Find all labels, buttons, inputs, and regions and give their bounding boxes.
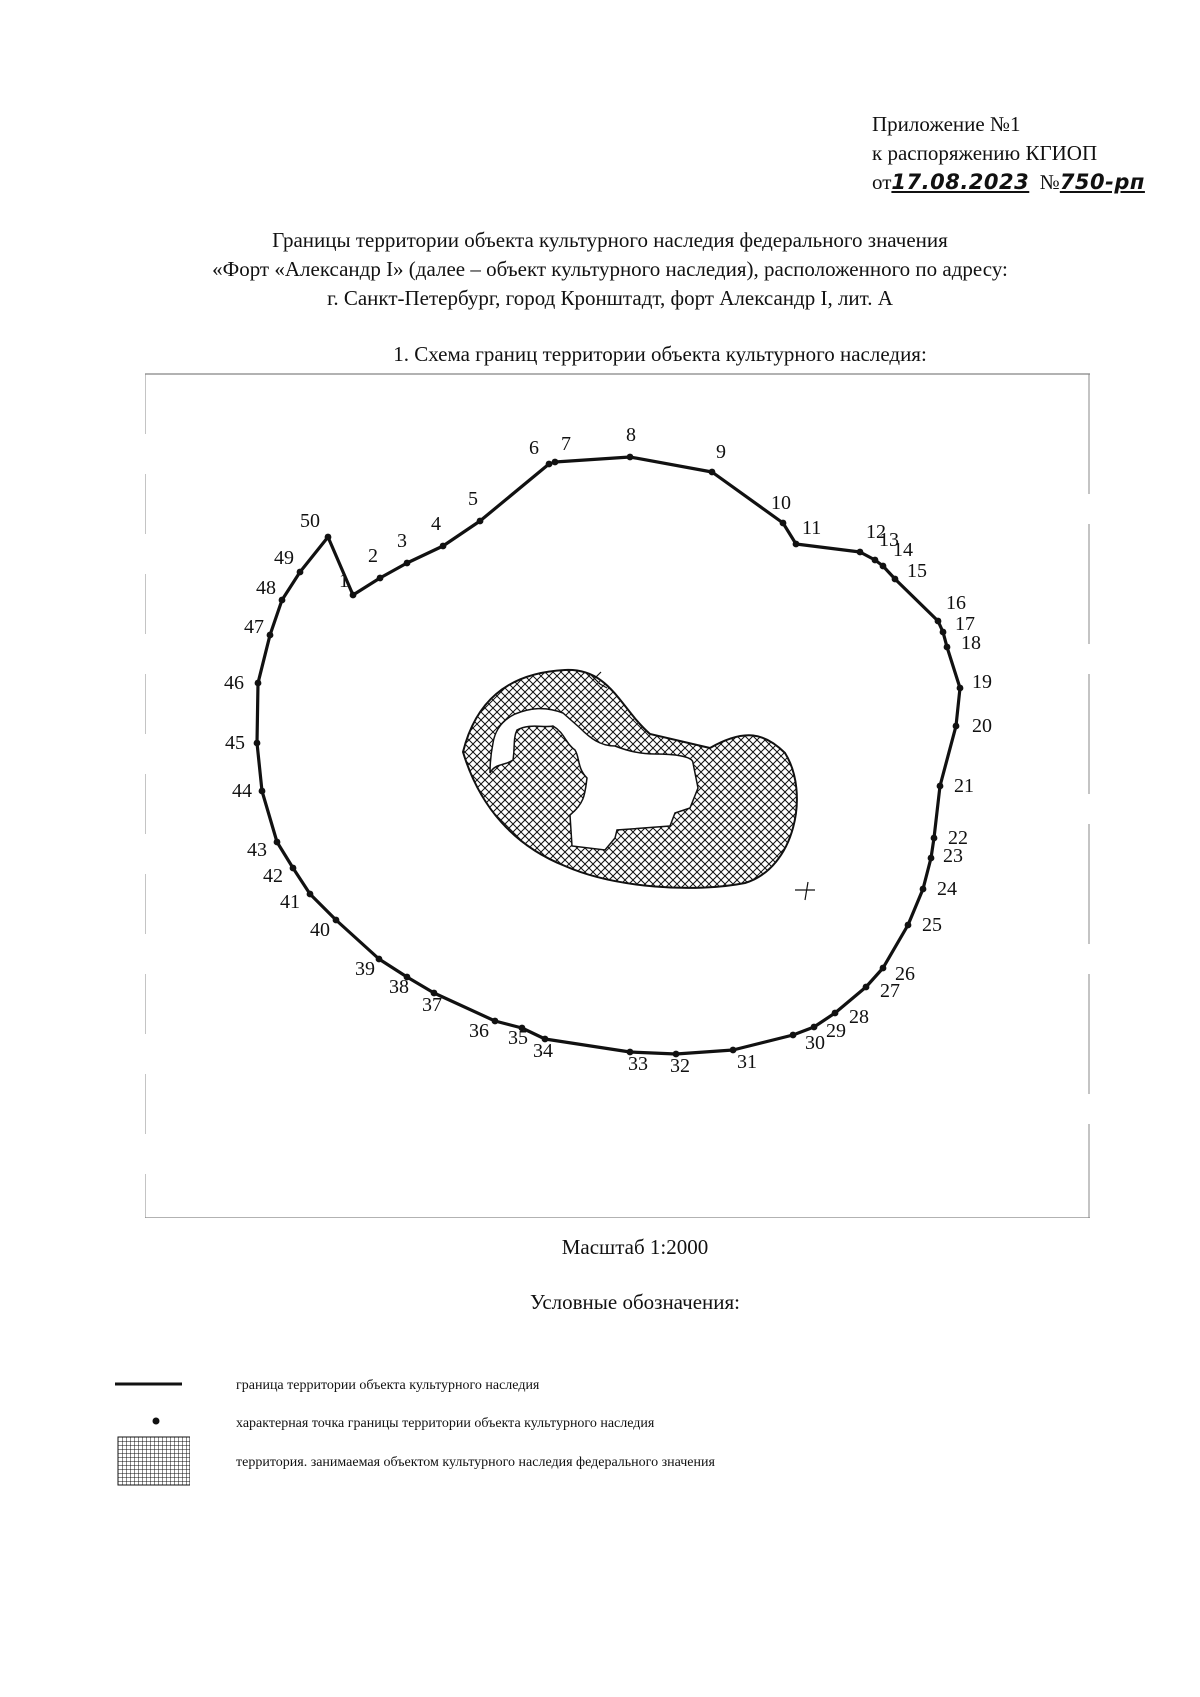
boundary-point-49 [297,569,304,576]
boundary-point-18 [944,644,951,651]
boundary-point-label-41: 41 [280,891,300,913]
appendix-order-ref: к распоряжению КГИОП [872,141,1098,165]
appendix-date-number-line [872,168,1145,197]
legend-item-boundary-line [110,1373,1110,1413]
boundary-point-30 [790,1032,797,1039]
document-title [100,226,1120,313]
boundary-point-5 [477,518,484,525]
survey-cross [795,882,815,900]
boundary-point-label-20: 20 [972,715,992,737]
boundary-point-8 [627,454,634,461]
boundary-point-label-42: 42 [263,865,283,887]
legend-item-hatched-area [110,1433,1110,1488]
boundary-point-label-39: 39 [355,958,375,980]
boundary-point-42 [290,865,297,872]
boundary-line-icon [110,1373,190,1413]
boundary-point-label-19: 19 [972,671,992,693]
boundary-point-39 [376,956,383,963]
boundary-point-label-46: 46 [224,672,244,694]
title-line-2: «Форт «Александр I» (далее – объект культурного наследия), расположенного по адресу: [212,257,1008,281]
appendix-number: Приложение №1 [872,112,1021,136]
boundary-point-label-35: 35 [508,1027,528,1049]
boundary-point-3 [404,560,411,567]
boundary-point-label-24: 24 [937,878,957,900]
boundary-point-label-9: 9 [716,441,726,463]
boundary-point-label-21: 21 [954,775,974,797]
boundary-point-label-26: 26 [895,963,915,985]
boundary-point-label-31: 31 [737,1051,757,1073]
boundary-point-22 [931,835,938,842]
boundary-point-label-45: 45 [225,732,245,754]
boundary-point-label-27: 27 [880,980,900,1002]
boundary-point-28 [832,1010,839,1017]
boundary-point-label-7: 7 [561,433,571,455]
boundary-point-label-36: 36 [469,1020,489,1042]
legend-text-boundary-point: характерная точка границы территории объекта культурного наследия [236,1416,655,1431]
boundary-point-16 [935,618,942,625]
date-prefix: от [872,170,892,194]
boundary-point-label-29: 29 [826,1020,846,1042]
boundary-point-21 [937,783,944,790]
boundary-point-14 [880,563,887,570]
boundary-point-label-6: 6 [529,437,539,459]
boundary-point-label-32: 32 [670,1055,690,1077]
boundary-point-19 [957,685,964,692]
boundary-point-label-1: 1 [339,570,349,592]
boundary-point-9 [709,469,716,476]
boundary-point-label-5: 5 [468,488,478,510]
boundary-point-10 [780,520,787,527]
boundary-point-20 [953,723,960,730]
boundary-point-24 [920,886,927,893]
boundary-point-15 [892,576,899,583]
boundary-point-1 [350,592,357,599]
boundary-point-label-34: 34 [533,1040,553,1062]
boundary-point-27 [863,984,870,991]
boundary-point-13 [872,557,879,564]
boundary-point-11 [793,541,800,548]
boundary-point-label-43: 43 [247,839,267,861]
boundary-point-25 [905,922,912,929]
boundary-point-23 [928,855,935,862]
boundary-point-label-4: 4 [431,513,441,535]
boundary-point-46 [255,680,262,687]
boundary-point-31 [730,1047,737,1054]
boundary-point-47 [267,632,274,639]
boundary-point-label-37: 37 [422,994,442,1016]
boundary-point-43 [274,839,281,846]
boundary-point-label-30: 30 [805,1032,825,1054]
hatched-area-icon [110,1433,190,1488]
boundary-point-label-23: 23 [943,845,963,867]
boundary-point-48 [279,597,286,604]
boundary-point-label-22: 22 [948,827,968,849]
boundary-point-2 [377,575,384,582]
boundary-point-label-25: 25 [922,914,942,936]
boundary-point-4 [440,543,447,550]
map-scale: Масштаб 1:2000 [561,1235,709,1259]
boundary-point-label-12: 12 [866,521,886,543]
boundary-point-26 [880,965,887,972]
boundary-point-label-33: 33 [628,1053,648,1075]
boundary-point-12 [857,549,864,556]
boundary-point-40 [333,917,340,924]
boundary-point-label-47: 47 [244,616,264,638]
appendix-header [872,110,1145,197]
boundary-point-44 [259,788,266,795]
boundary-point-label-40: 40 [310,919,330,941]
boundary-point-label-14: 14 [893,539,913,561]
boundary-point-29 [811,1024,818,1031]
legend-text-hatched-area: территория. занимаемая объектом культурного наследия федерального значения [236,1455,715,1470]
boundary-point-label-10: 10 [771,492,791,514]
number-prefix: № [1039,170,1060,194]
boundary-point-label-3: 3 [397,530,407,552]
boundary-point-label-15: 15 [907,560,927,582]
order-number: 750-рп [1059,170,1145,194]
title-line-3: г. Санкт-Петербург, город Кронштадт, форт Александр I, лит. А [327,286,893,310]
boundary-point-label-28: 28 [849,1006,869,1028]
boundary-point-label-44: 44 [232,780,252,802]
legend-text-boundary-line: граница территории объекта культурного наследия [236,1378,540,1393]
boundary-point-label-8: 8 [626,424,636,446]
boundary-point-label-16: 16 [946,592,966,614]
boundary-point-label-18: 18 [961,632,981,654]
boundary-point-17 [940,629,947,636]
boundary-point-41 [307,891,314,898]
boundary-point-label-2: 2 [368,545,378,567]
boundary-point-label-11: 11 [802,517,822,539]
boundary-point-45 [254,740,261,747]
boundary-point-label-38: 38 [389,976,409,998]
boundary-point-7 [552,459,559,466]
boundary-point-label-13: 13 [879,529,899,551]
title-line-1: Границы территории объекта культурного наследия федерального значения [272,228,948,252]
boundary-point-label-17: 17 [955,613,975,635]
boundary-point-50 [325,534,332,541]
order-date: 17.08.2023 [891,170,1030,194]
legend-title: Условные обозначения: [529,1290,741,1314]
boundary-point-6 [546,461,553,468]
boundary-scheme-map [145,368,1090,1218]
boundary-point-label-50: 50 [300,510,320,532]
boundary-point-36 [492,1018,499,1025]
section-heading: 1. Схема границ территории объекта культурного наследия: [393,342,927,366]
boundary-point-label-49: 49 [274,547,294,569]
boundary-point-label-48: 48 [256,577,276,599]
